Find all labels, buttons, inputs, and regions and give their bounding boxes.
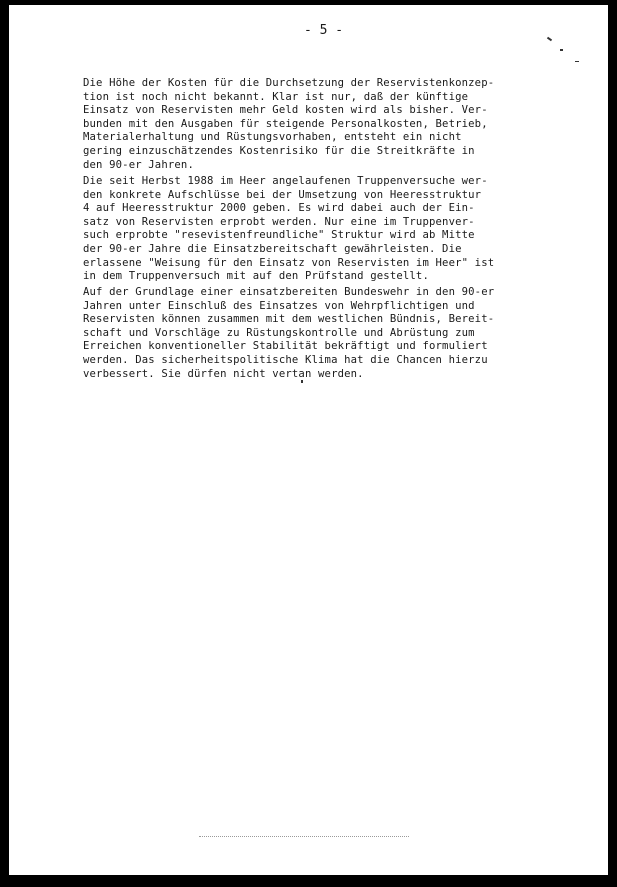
text-line: der 90-er Jahre die Einsatzbereitschaft gewährleisten. Die	[83, 242, 462, 255]
text-line: tion ist noch nicht bekannt. Klar ist nur, daß der künftige	[83, 90, 469, 103]
text-line: Auf der Grundlage einer einsatzbereiten Bundeswehr in den 90-er	[83, 286, 495, 298]
text-line: werden. Das sicherheitspolitische Klima hat die Chancen hierzu	[83, 353, 488, 366]
text-line: 4 auf Heeresstruktur 2000 geben. Es wird dabei auch der Ein-	[83, 202, 475, 215]
text-line: Erreichen konventioneller Stabilität bekräftigt und formuliert	[83, 340, 488, 353]
text-line: bunden mit den Ausgaben für steigende Personalkosten, Betrieb,	[83, 117, 488, 130]
text-line: verbessert. Sie dürfen nicht vertan werden.	[83, 367, 364, 380]
text-line: Die Höhe der Kosten für die Durchsetzung der Reservistenkonzep-	[83, 77, 495, 89]
text-line: such erprobte "resevistenfreundliche" Struktur wird ab Mitte	[83, 229, 475, 242]
text-line: in dem Truppenversuch mit auf den Prüfstand gestellt.	[83, 270, 429, 283]
text-line: erlassene "Weisung für den Einsatz von Reservisten im Heer" ist	[83, 256, 495, 269]
scan-speck	[547, 37, 552, 42]
text-line: den konkrete Aufschlüsse bei der Umsetzung von Heeresstruktur	[83, 188, 482, 201]
text-line: Materialerhaltung und Rüstungsvorhaben, entsteht ein nicht	[83, 131, 462, 144]
text-line: Jahren unter Einschluß des Einsatzes von Wehrpflichtigen und	[83, 299, 475, 312]
text-line: Einsatz von Reservisten mehr Geld kosten wird als bisher. Ver-	[83, 104, 488, 117]
document-page	[9, 5, 608, 875]
scan-speck	[575, 61, 579, 62]
text-line: schaft und Vorschläge zu Rüstungskontrolle und Abrüstung zum	[83, 326, 475, 339]
page-number: - 5 -	[304, 23, 344, 38]
paragraph-conclusion	[83, 286, 494, 381]
scan-artifact-dots	[199, 836, 409, 838]
text-line: den 90-er Jahren.	[83, 158, 194, 171]
scan-speck	[560, 49, 563, 51]
text-line: satz von Reservisten erprobt werden. Nur eine im Truppenver-	[83, 215, 475, 228]
paragraph-costs	[83, 77, 494, 172]
text-line: Die seit Herbst 1988 im Heer angelaufenen Truppenversuche wer-	[83, 175, 488, 187]
text-line: gering einzuschätzendes Kostenrisiko für die Streitkräfte in	[83, 144, 475, 157]
text-line: Reservisten können zusammen mit dem westlichen Bündnis, Bereit-	[83, 313, 495, 326]
paragraph-troop-trials	[83, 175, 494, 284]
